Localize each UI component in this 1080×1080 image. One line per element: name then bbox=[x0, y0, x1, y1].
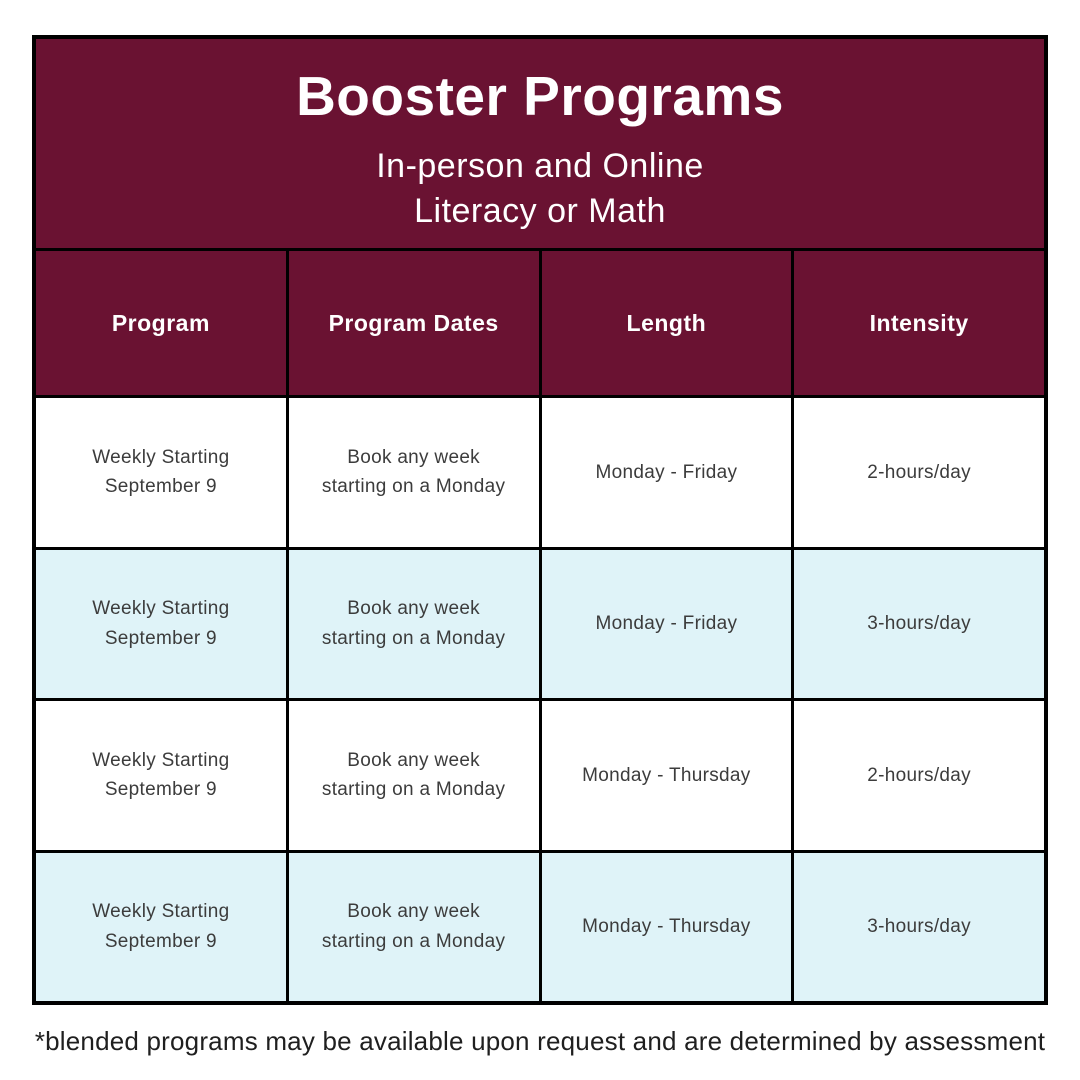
table-row bbox=[36, 850, 1044, 1002]
cell-program-dates: Book any week starting on a Monday bbox=[289, 701, 542, 850]
cell-intensity: 3-hours/day bbox=[867, 613, 971, 635]
cell-program: Weekly Starting September 9 bbox=[36, 398, 289, 547]
cell-length: Monday - Thursday bbox=[542, 853, 795, 1002]
booster-programs-table bbox=[32, 35, 1048, 1005]
cell-program: Weekly Starting September 9 bbox=[36, 701, 289, 850]
column-header-intensity: Intensity bbox=[869, 309, 969, 336]
table-header-row bbox=[36, 251, 1044, 395]
subtitle-line-1: In-person and Online bbox=[376, 146, 704, 185]
cell-intensity: 2-hours/day bbox=[867, 461, 971, 483]
table-row bbox=[36, 698, 1044, 850]
subtitle-line-2: Literacy or Math bbox=[414, 191, 666, 230]
cell-program-dates: Book any week starting on a Monday bbox=[289, 853, 542, 1002]
table-row bbox=[36, 395, 1044, 547]
table-title-band bbox=[36, 39, 1044, 251]
cell-intensity: 2-hours/day bbox=[867, 764, 971, 786]
page-subtitle bbox=[376, 144, 704, 234]
column-header-program: Program bbox=[36, 251, 289, 395]
page-title: Booster Programs bbox=[296, 64, 784, 127]
cell-intensity: 3-hours/day bbox=[867, 916, 971, 938]
cell-length: Monday - Friday bbox=[542, 398, 795, 547]
cell-program: Weekly Starting September 9 bbox=[36, 853, 289, 1002]
column-header-length: Length bbox=[542, 251, 795, 395]
cell-program: Weekly Starting September 9 bbox=[36, 550, 289, 699]
cell-length: Monday - Friday bbox=[542, 550, 795, 699]
cell-program-dates: Book any week starting on a Monday bbox=[289, 398, 542, 547]
cell-length: Monday - Thursday bbox=[542, 701, 795, 850]
table-row bbox=[36, 547, 1044, 699]
cell-program-dates: Book any week starting on a Monday bbox=[289, 550, 542, 699]
column-header-program-dates: Program Dates bbox=[289, 251, 542, 395]
footnote: *blended programs may be available upon request and are determined by assessment bbox=[34, 1026, 1046, 1056]
